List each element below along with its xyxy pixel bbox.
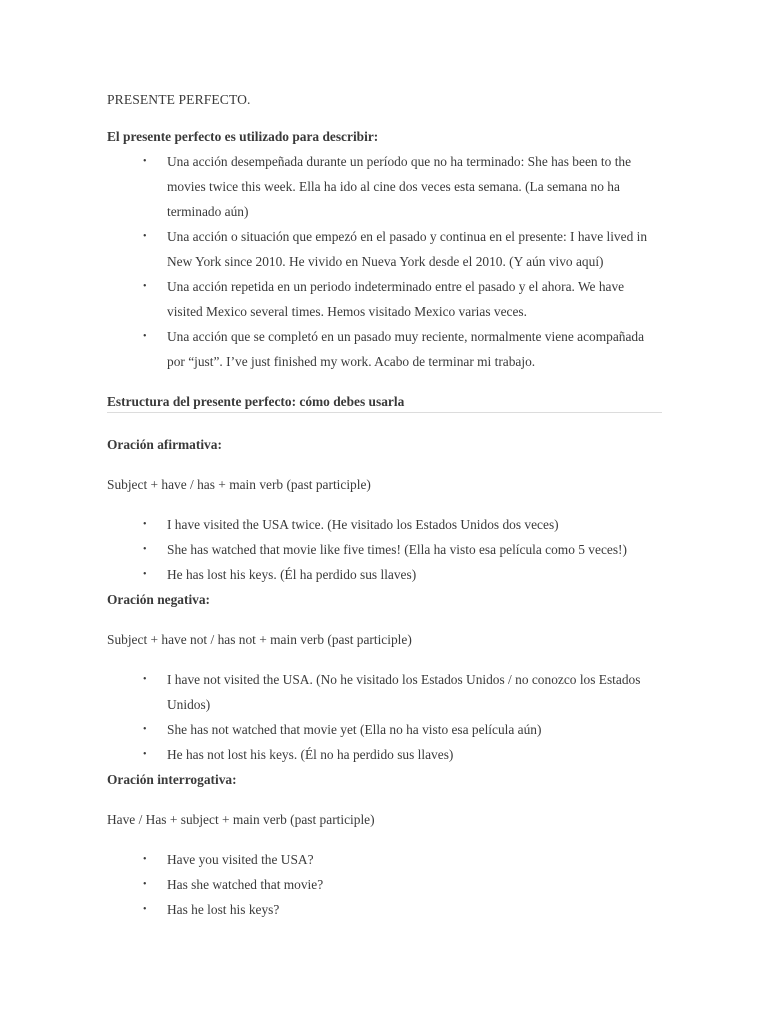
list-item-text: Has he lost his keys? xyxy=(167,902,280,917)
bullet-icon: • xyxy=(143,569,147,580)
list-item-text: He has not lost his keys. (Él no ha perdido sus llaves) xyxy=(167,747,454,762)
affirmative-heading: Oración afirmativa: xyxy=(107,437,222,452)
interrogative-formula: Have / Has + subject + main verb (past participle) xyxy=(107,812,375,827)
bullet-icon: • xyxy=(143,749,147,760)
bullet-icon: • xyxy=(143,231,147,242)
list-item xyxy=(107,537,662,562)
interrogative-list xyxy=(107,847,662,922)
list-item-text: I have not visited the USA. (No he visitado los Estados Unidos / no conozco los Estados Unidos) xyxy=(167,672,641,712)
list-item xyxy=(107,742,662,767)
bullet-icon: • xyxy=(143,724,147,735)
list-item-text: He has lost his keys. (Él ha perdido sus llaves) xyxy=(167,567,417,582)
bullet-icon: • xyxy=(143,519,147,530)
list-item-text: I have visited the USA twice. (He visitado los Estados Unidos dos veces) xyxy=(167,517,559,532)
list-item-text: Una acción o situación que empezó en el pasado y continua en el presente: I have lived in New York since 2010. He vivido en Nueva York desde el 2010. (Y aún vivo aquí) xyxy=(167,229,648,269)
intro-list xyxy=(107,149,662,374)
list-item xyxy=(107,224,662,274)
list-item xyxy=(107,667,662,717)
intro-heading: El presente perfecto es utilizado para describir: xyxy=(107,129,379,144)
list-item-text: Una acción repetida en un periodo indeterminado entre el pasado y el ahora. We have visited Mexico several times. Hemos visitado Mexico varias veces. xyxy=(167,279,625,319)
list-item xyxy=(107,897,662,922)
negative-heading: Oración negativa: xyxy=(107,592,211,607)
list-item xyxy=(107,847,662,872)
structure-heading: Estructura del presente perfecto: cómo debes usarla xyxy=(107,394,405,409)
bullet-icon: • xyxy=(143,156,147,167)
list-item xyxy=(107,717,662,742)
list-item xyxy=(107,512,662,537)
list-item xyxy=(107,872,662,897)
list-item xyxy=(107,274,662,324)
list-item xyxy=(107,149,662,224)
document-title: PRESENTE PERFECTO. xyxy=(107,92,251,107)
list-item xyxy=(107,562,662,587)
bullet-icon: • xyxy=(143,854,147,865)
list-item-text: She has not watched that movie yet (Ella no ha visto esa película aún) xyxy=(167,722,542,737)
document-page xyxy=(107,87,662,922)
list-item-text: Have you visited the USA? xyxy=(167,852,314,867)
bullet-icon: • xyxy=(143,674,147,685)
bullet-icon: • xyxy=(143,544,147,555)
list-item-text: Una acción desempeñada durante un período que no ha terminado: She has been to the movies twice this week. Ella ha ido al cine dos veces esta semana. (La semana no ha terminado aún) xyxy=(167,154,632,219)
bullet-icon: • xyxy=(143,879,147,890)
bullet-icon: • xyxy=(143,331,147,342)
interrogative-heading: Oración interrogativa: xyxy=(107,772,237,787)
negative-list xyxy=(107,667,662,767)
list-item-text: She has watched that movie like five times! (Ella ha visto esa película como 5 veces!) xyxy=(167,542,627,557)
list-item xyxy=(107,324,662,374)
negative-formula: Subject + have not / has not + main verb (past participle) xyxy=(107,632,412,647)
list-item-text: Has she watched that movie? xyxy=(167,877,324,892)
affirmative-formula: Subject + have / has + main verb (past participle) xyxy=(107,477,371,492)
bullet-icon: • xyxy=(143,904,147,915)
bullet-icon: • xyxy=(143,281,147,292)
affirmative-list xyxy=(107,512,662,587)
list-item-text: Una acción que se completó en un pasado muy reciente, normalmente viene acompañada por “just”. I’ve just finished my work. Acabo de terminar mi trabajo. xyxy=(167,329,645,369)
